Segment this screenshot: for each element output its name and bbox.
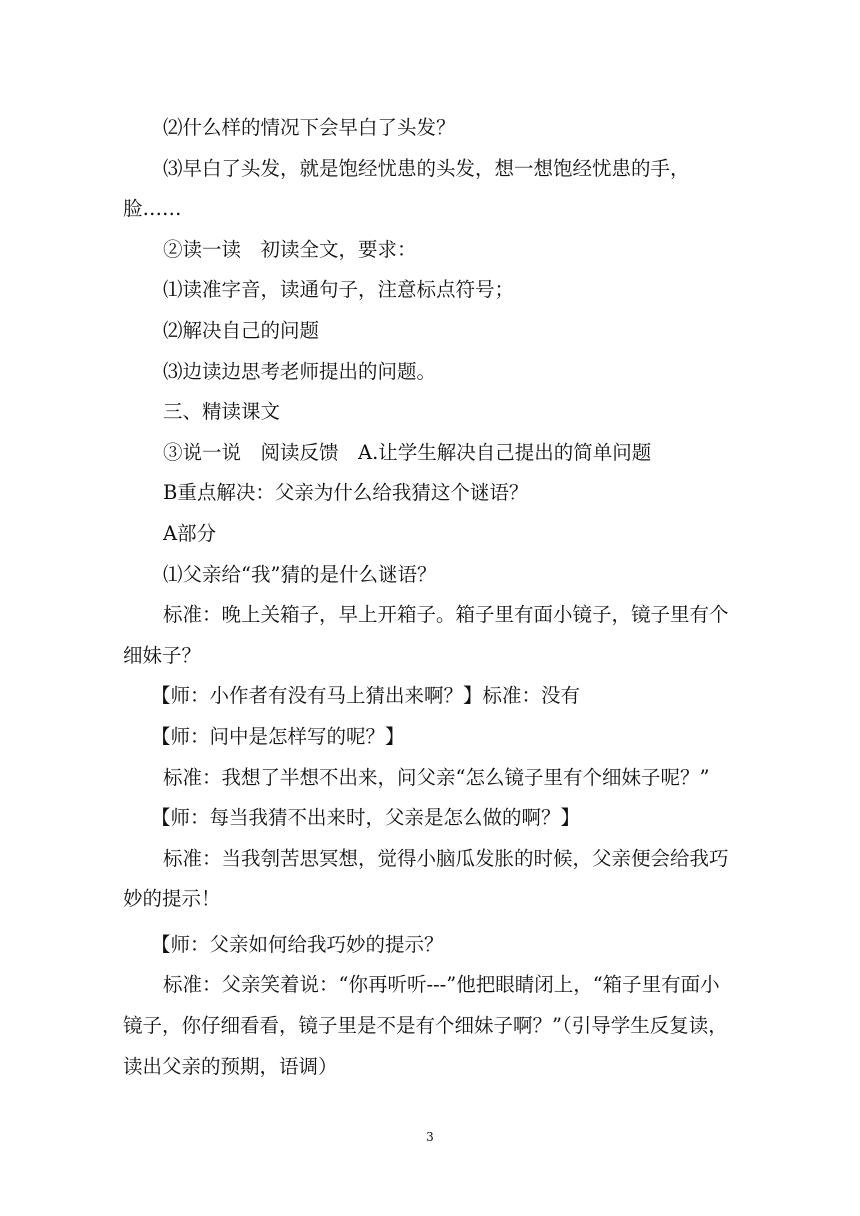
paragraph-10: A部分 xyxy=(163,521,217,545)
paragraph-11: ⑴父亲给“我”猜的是什么谜语？ xyxy=(163,562,437,586)
paragraph-17: 标准：当我刳苦思冥想，觉得小脑瓜发胀的时候，父亲便会给我巧妙的提示！ xyxy=(123,846,729,911)
paragraph-2: ⑶早白了头发，就是饱经忧患的头发，想一想饱经忧患的手，脸…… xyxy=(123,156,690,221)
paragraph-1: ⑵什么样的情况下会早白了头发？ xyxy=(163,116,456,139)
paragraph-6: ⑶边读边思考老师提出的问题。 xyxy=(163,359,437,383)
teacher-note-3: 【师：每当我猜不出来时，父亲是怎么做的啊？】 xyxy=(151,806,581,830)
teacher-note-1: 【师：小作者有没有马上猜出来啊？】标准：没有 xyxy=(151,684,581,708)
paragraph-5: ⑵解决自己的问题 xyxy=(163,318,320,342)
paragraph-9: B重点解决：父亲为什么给我猜这个谜语？ xyxy=(163,481,529,505)
teacher-note-2: 【师：问中是怎样写的呢？】 xyxy=(151,724,405,748)
page-number: 3 xyxy=(426,1130,434,1144)
body-text xyxy=(123,108,738,1087)
section-heading: 三、精读课文 xyxy=(163,400,281,424)
paragraph-15: 标准：我想了半想不出来，问父亲“怎么镜子里有个细妹子呢？” xyxy=(163,765,710,789)
paragraph-12: 标准：晚上关箱子，早上开箱子。箱子里有面小镜子，镜子里有个细妹子？ xyxy=(123,603,729,667)
paragraph-19: 标准：父亲笑着说：“你再听听---”他把眼睛闭上，“箱子里有面小镜子，你仔细看看，镜子里是不是有个细妹子啊？”（引导学生反复读，读出父亲的预期，语调） xyxy=(123,973,728,1078)
paragraph-3: ②读一读 初读全文，要求： xyxy=(163,237,417,261)
teacher-note-4: 【师：父亲如何给我巧妙的提示？ xyxy=(151,932,444,956)
paragraph-8: ③说一说 阅读反馈 A.让学生解决自己提出的简单问题 xyxy=(163,440,652,464)
paragraph-4: ⑴读准字音，读通句子，注意标点符号； xyxy=(163,278,515,302)
